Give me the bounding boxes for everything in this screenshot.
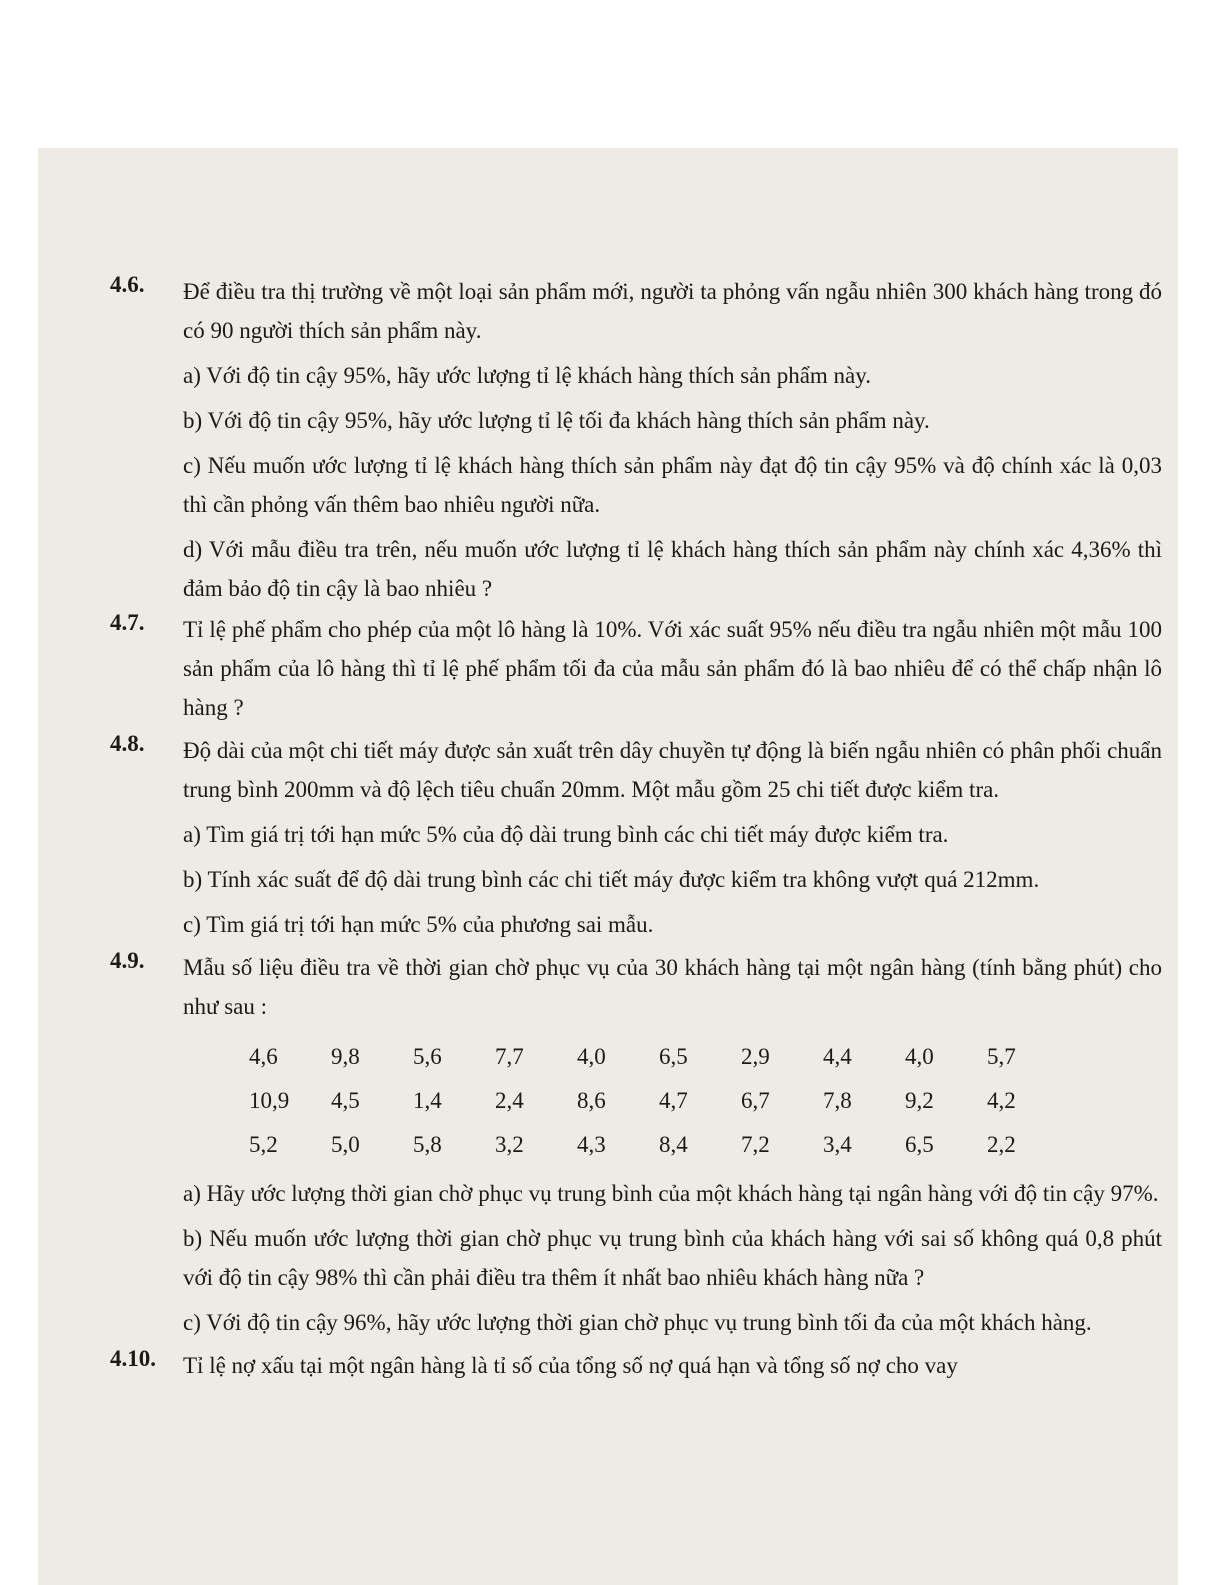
problem-stem: Tỉ lệ phế phẩm cho phép của một lô hàng là 10%. Với xác suất 95% nếu điều tra ngẫu nhiên một mẫu 100 sản phẩm của lô hàng thì tỉ lệ phế phẩm tối đa của mẫu sản phẩm đó là bao nhiêu để có thể chấp nhận lô hàng ? bbox=[183, 617, 1162, 720]
data-cell: 4,6 bbox=[249, 1044, 278, 1069]
data-cell: 5,7 bbox=[987, 1044, 1016, 1069]
part-c: c) Với độ tin cậy 96%, hãy ước lượng thời gian chờ phục vụ trung bình tối đa của một khách hàng. bbox=[183, 1310, 1092, 1335]
data-cell: 10,9 bbox=[249, 1088, 290, 1113]
problem-number: 4.10. bbox=[110, 1346, 156, 1371]
part-a: a) Với độ tin cậy 95%, hãy ước lượng tỉ lệ khách hàng thích sản phẩm này. bbox=[183, 363, 872, 388]
problem-4-6 bbox=[110, 272, 1162, 608]
data-cell: 5,2 bbox=[249, 1132, 278, 1157]
data-table bbox=[249, 1036, 1162, 1166]
data-cell: 4,4 bbox=[823, 1044, 852, 1069]
data-cell: 2,9 bbox=[741, 1044, 770, 1069]
data-cell: 7,8 bbox=[823, 1088, 852, 1113]
part-c: c) Tìm giá trị tới hạn mức 5% của phương sai mẫu. bbox=[183, 912, 654, 937]
data-cell: 3,4 bbox=[823, 1132, 852, 1157]
problem-stem: Mẫu số liệu điều tra về thời gian chờ phục vụ của 30 khách hàng tại một ngân hàng (tính bằng phút) cho như sau : bbox=[183, 955, 1162, 1019]
problem-number: 4.8. bbox=[110, 731, 145, 756]
data-cell: 4,3 bbox=[577, 1132, 606, 1157]
data-cell: 9,8 bbox=[331, 1044, 360, 1069]
data-cell: 3,2 bbox=[495, 1132, 524, 1157]
problem-4-10 bbox=[110, 1346, 1162, 1385]
data-cell: 1,4 bbox=[413, 1088, 442, 1113]
part-b: b) Với độ tin cậy 95%, hãy ước lượng tỉ lệ tối đa khách hàng thích sản phẩm này. bbox=[183, 408, 930, 433]
data-cell: 6,7 bbox=[741, 1088, 770, 1113]
part-b: b) Tính xác suất để độ dài trung bình các chi tiết máy được kiểm tra không vượt quá 212mm. bbox=[183, 867, 1040, 892]
data-cell: 7,7 bbox=[495, 1044, 524, 1069]
data-cell: 5,0 bbox=[331, 1132, 360, 1157]
part-d: d) Với mẫu điều tra trên, nếu muốn ước lượng tỉ lệ khách hàng thích sản phẩm này chính xác 4,36% thì đảm bảo độ tin cậy là bao nhiêu ? bbox=[183, 537, 1162, 601]
problem-number: 4.9. bbox=[110, 948, 145, 973]
data-cell: 6,5 bbox=[905, 1132, 934, 1157]
data-cell: 6,5 bbox=[659, 1044, 688, 1069]
data-cell: 2,4 bbox=[495, 1088, 524, 1113]
problem-stem: Tỉ lệ nợ xấu tại một ngân hàng là tỉ số của tổng số nợ quá hạn và tổng số nợ cho vay bbox=[183, 1353, 958, 1378]
data-cell: 8,6 bbox=[577, 1088, 606, 1113]
problem-number: 4.6. bbox=[110, 272, 145, 297]
data-cell: 2,2 bbox=[987, 1132, 1016, 1157]
part-c: c) Nếu muốn ước lượng tỉ lệ khách hàng thích sản phẩm này đạt độ tin cậy 95% và độ chính xác là 0,03 thì cần phỏng vấn thêm bao nhiêu người nữa. bbox=[183, 453, 1162, 517]
problem-4-7 bbox=[110, 610, 1162, 727]
data-cell: 5,6 bbox=[413, 1044, 442, 1069]
page-content bbox=[110, 272, 1162, 1385]
problem-4-9 bbox=[110, 948, 1162, 1342]
problem-stem: Để điều tra thị trường về một loại sản phẩm mới, người ta phỏng vấn ngẫu nhiên 300 khách hàng trong đó có 90 người thích sản phẩm này. bbox=[183, 279, 1162, 343]
part-b: b) Nếu muốn ước lượng thời gian chờ phục vụ trung bình của khách hàng với sai số không quá 0,8 phút với độ tin cậy 98% thì cần phải điều tra thêm ít nhất bao nhiêu khách hàng nữa ? bbox=[183, 1226, 1162, 1290]
data-cell: 4,0 bbox=[577, 1044, 606, 1069]
data-cell: 4,5 bbox=[331, 1088, 360, 1113]
data-cell: 8,4 bbox=[659, 1132, 688, 1157]
data-cell: 4,2 bbox=[987, 1088, 1016, 1113]
problem-number: 4.7. bbox=[110, 610, 145, 635]
part-a: a) Hãy ước lượng thời gian chờ phục vụ trung bình của một khách hàng tại ngân hàng với độ tin cậy 97%. bbox=[183, 1181, 1159, 1206]
data-cell: 4,7 bbox=[659, 1088, 688, 1113]
part-a: a) Tìm giá trị tới hạn mức 5% của độ dài trung bình các chi tiết máy được kiểm tra. bbox=[183, 822, 949, 847]
data-cell: 7,2 bbox=[741, 1132, 770, 1157]
data-cell: 4,0 bbox=[905, 1044, 934, 1069]
data-cell: 9,2 bbox=[905, 1088, 934, 1113]
data-cell: 5,8 bbox=[413, 1132, 442, 1157]
problem-stem: Độ dài của một chi tiết máy được sản xuất trên dây chuyền tự động là biến ngẫu nhiên có phân phối chuẩn trung bình 200mm và độ lệch tiêu chuẩn 20mm. Một mẫu gồm 25 chi tiết được kiểm tra. bbox=[183, 738, 1162, 802]
problem-4-8 bbox=[110, 731, 1162, 944]
